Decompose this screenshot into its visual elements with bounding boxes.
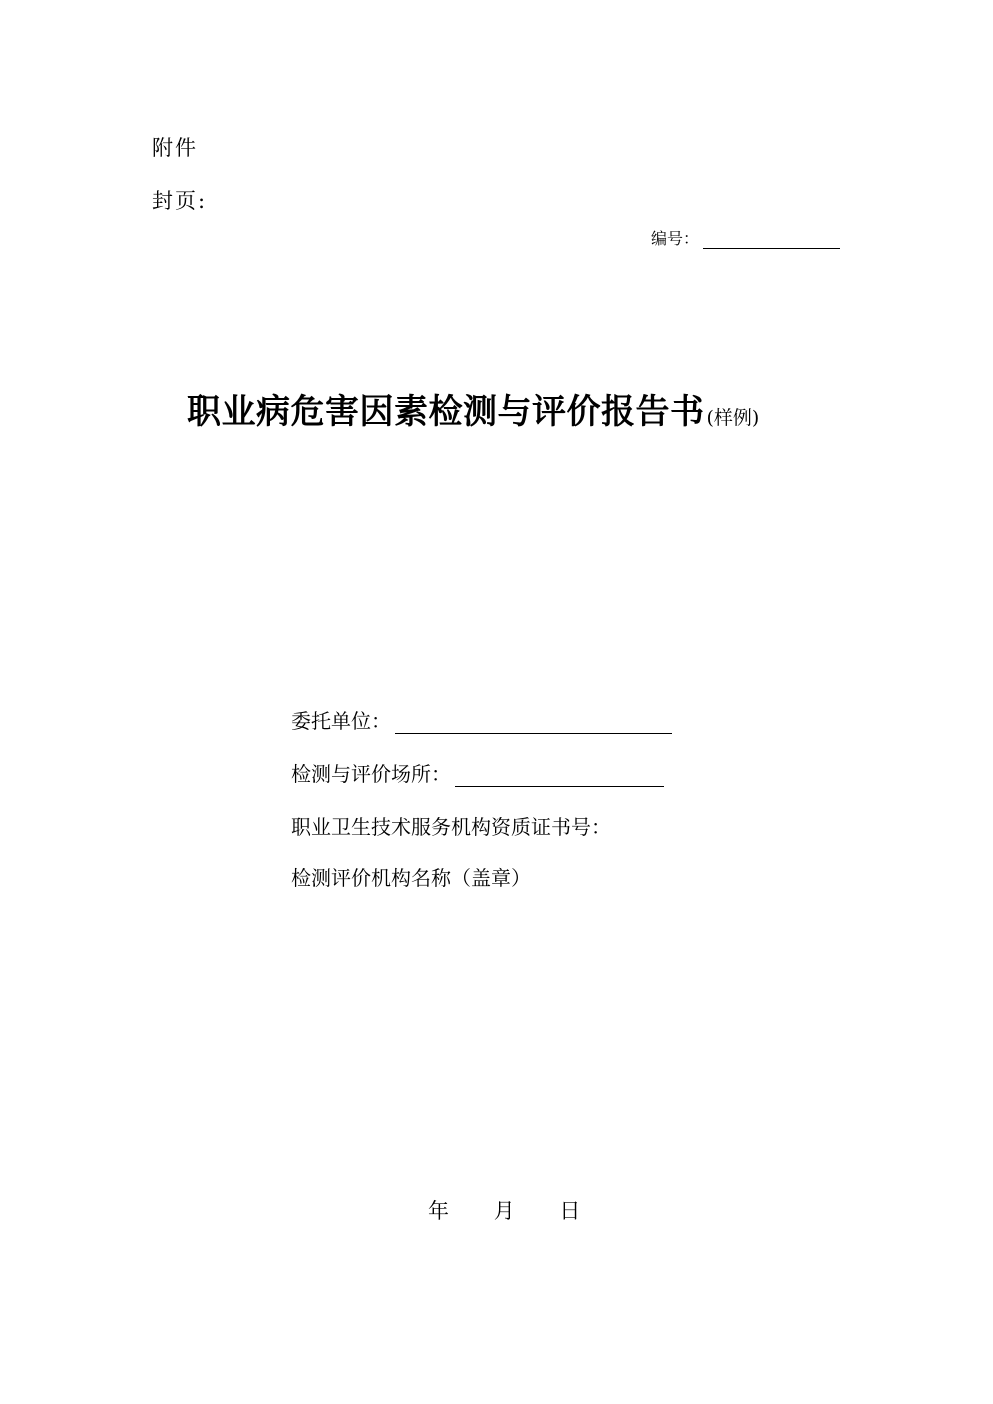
cover-page-label: 封页: [152, 189, 208, 213]
client-unit-label: 委托单位： [291, 709, 391, 733]
attachment-label: 附件 [152, 136, 198, 160]
date-line [428, 1195, 580, 1225]
serial-number-blank[interactable] [703, 230, 840, 249]
qualification-cert-label: 职业卫生技术服务机构资质证书号： [291, 815, 611, 839]
serial-number-label: 编号： [651, 229, 700, 248]
agency-name-field [291, 862, 531, 891]
qualification-cert-field [291, 811, 611, 840]
agency-name-label: 检测评价机构名称（盖章） [291, 866, 531, 890]
date-year-label: 年 [428, 1199, 449, 1223]
report-title-main: 职业病危害因素检测与评价报告书 [187, 392, 705, 432]
client-unit-blank[interactable] [395, 713, 672, 734]
serial-number-row [651, 226, 840, 249]
test-site-label: 检测与评价场所： [291, 762, 451, 786]
date-day-label: 日 [559, 1199, 581, 1223]
test-site-blank[interactable] [455, 766, 664, 787]
client-unit-field [291, 705, 672, 734]
report-title-suffix: (样例) [706, 407, 760, 429]
date-month-label: 月 [493, 1199, 515, 1223]
report-title [187, 384, 759, 433]
test-site-field [291, 758, 664, 787]
